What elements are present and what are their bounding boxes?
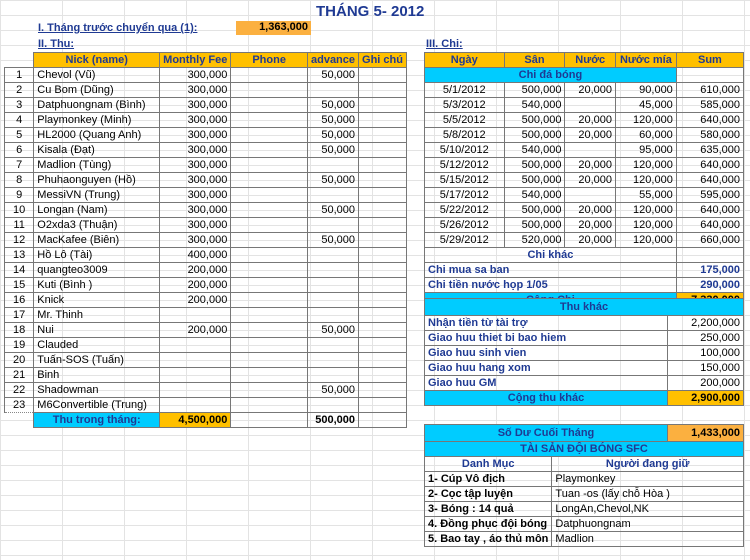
phone-cell[interactable] xyxy=(231,293,308,308)
fee-cell[interactable]: 400,000 xyxy=(160,248,231,263)
income-total-label: Thu trong tháng: xyxy=(34,413,160,428)
table-row xyxy=(5,293,407,308)
advance-cell[interactable]: 50,000 xyxy=(307,203,358,218)
other-income-header: Thu khác xyxy=(425,299,744,316)
field-cost-cell[interactable]: 500,000 xyxy=(504,158,565,173)
table-row xyxy=(425,472,744,487)
advance-cell[interactable]: 50,000 xyxy=(307,143,358,158)
asset-item: 4. Đồng phục đội bóng xyxy=(425,517,552,532)
note-cell[interactable] xyxy=(359,218,407,233)
row-number: 11 xyxy=(5,218,34,233)
table-row xyxy=(5,263,407,278)
section-football-expense: Chi đá bóng xyxy=(425,68,677,83)
table-row xyxy=(425,361,744,376)
carry-over-value[interactable]: 1,363,000 xyxy=(236,21,311,35)
phone-cell[interactable] xyxy=(231,368,308,383)
row-number: 18 xyxy=(5,323,34,338)
table-row xyxy=(5,188,407,203)
note-cell[interactable] xyxy=(359,383,407,398)
asset-item: 1- Cúp Vô địch xyxy=(425,472,552,487)
nick-cell[interactable]: Chevol (Vũ) xyxy=(34,68,160,83)
phone-cell[interactable] xyxy=(231,113,308,128)
cane-juice-cell[interactable]: 120,000 xyxy=(616,158,677,173)
fee-cell[interactable]: 300,000 xyxy=(160,83,231,98)
table-row xyxy=(5,113,407,128)
phone-cell[interactable] xyxy=(231,218,308,233)
asset-holder[interactable]: Madlion xyxy=(552,532,744,547)
table-row xyxy=(425,376,744,391)
phone-cell[interactable] xyxy=(231,398,308,413)
phone-cell[interactable] xyxy=(231,143,308,158)
note-cell[interactable] xyxy=(359,98,407,113)
row-number: 5 xyxy=(5,128,34,143)
table-row xyxy=(5,128,407,143)
carry-over-label: I. Tháng trước chuyển qua (1): xyxy=(38,22,198,34)
other-income-total-label: Cộng thu khác xyxy=(425,391,668,406)
date-cell[interactable]: 5/22/2012 xyxy=(425,203,505,218)
fee-cell[interactable]: 300,000 xyxy=(160,218,231,233)
asset-item: 3- Bóng : 14 quả xyxy=(425,502,552,517)
other-expense-value[interactable]: 175,000 xyxy=(676,263,743,278)
table-row xyxy=(5,398,407,413)
phone-cell[interactable] xyxy=(231,128,308,143)
nick-cell[interactable]: Hồ Lô (Tài) xyxy=(34,248,160,263)
advance-cell[interactable] xyxy=(307,83,358,98)
note-cell[interactable] xyxy=(359,188,407,203)
water-cost-cell[interactable]: 20,000 xyxy=(565,218,616,233)
phone-cell[interactable] xyxy=(231,308,308,323)
advance-cell[interactable]: 50,000 xyxy=(307,323,358,338)
balance-value[interactable]: 1,433,000 xyxy=(668,425,744,442)
row-number: 23 xyxy=(5,398,34,413)
row-number: 4 xyxy=(5,113,34,128)
col-nick: Nick (name) xyxy=(34,53,160,68)
nick-cell[interactable]: Cu Bom (Dũng) xyxy=(34,83,160,98)
table-row xyxy=(5,323,407,338)
row-number: 2 xyxy=(5,83,34,98)
note-cell[interactable] xyxy=(359,233,407,248)
fee-cell[interactable] xyxy=(160,398,231,413)
note-cell[interactable] xyxy=(359,308,407,323)
income-label: II. Thu: xyxy=(38,38,75,50)
other-income-value[interactable]: 200,000 xyxy=(668,376,744,391)
other-income-value[interactable]: 150,000 xyxy=(668,361,744,376)
table-row xyxy=(425,188,744,203)
note-cell[interactable] xyxy=(359,293,407,308)
phone-cell[interactable] xyxy=(231,173,308,188)
sum-cell[interactable]: 640,000 xyxy=(676,173,743,188)
col-advance: advance xyxy=(307,53,358,68)
assets-title: TÀI SẢN ĐỘI BÓNG SFC xyxy=(425,442,744,457)
date-cell[interactable]: 5/26/2012 xyxy=(425,218,505,233)
table-row xyxy=(425,517,744,532)
water-cost-cell[interactable]: 20,000 xyxy=(565,158,616,173)
note-cell[interactable] xyxy=(359,263,407,278)
row-number: 1 xyxy=(5,68,34,83)
cane-juice-cell[interactable]: 120,000 xyxy=(616,173,677,188)
other-income-label: Giao huu sinh vien xyxy=(425,346,668,361)
asset-item: 2- Cọc tập luyện xyxy=(425,487,552,502)
date-cell[interactable]: 5/8/2012 xyxy=(425,128,505,143)
advance-cell[interactable]: 50,000 xyxy=(307,98,358,113)
fee-cell[interactable]: 300,000 xyxy=(160,113,231,128)
other-expense-value[interactable]: 290,000 xyxy=(676,278,743,293)
advance-cell[interactable] xyxy=(307,293,358,308)
water-cost-cell[interactable] xyxy=(565,98,616,113)
advance-cell[interactable] xyxy=(307,263,358,278)
expense-label: III. Chi: xyxy=(426,38,463,50)
advance-cell[interactable]: 50,000 xyxy=(307,173,358,188)
phone-cell[interactable] xyxy=(231,278,308,293)
date-cell[interactable]: 5/10/2012 xyxy=(425,143,505,158)
cane-juice-cell[interactable]: 120,000 xyxy=(616,233,677,248)
col-water: Nước xyxy=(565,53,616,68)
nick-cell[interactable]: O2xda3 (Thuận) xyxy=(34,218,160,233)
table-row xyxy=(5,143,407,158)
table-row xyxy=(5,203,407,218)
income-table xyxy=(4,52,407,428)
water-cost-cell[interactable] xyxy=(565,188,616,203)
date-cell[interactable]: 5/5/2012 xyxy=(425,113,505,128)
other-income-total[interactable]: 2,900,000 xyxy=(668,391,744,406)
row-number: 12 xyxy=(5,233,34,248)
note-cell[interactable] xyxy=(359,158,407,173)
nick-cell[interactable]: Mr. Thinh xyxy=(34,308,160,323)
note-cell[interactable] xyxy=(359,398,407,413)
table-row xyxy=(425,487,744,502)
col-date: Ngày xyxy=(425,53,505,68)
water-cost-cell[interactable]: 20,000 xyxy=(565,128,616,143)
table-row xyxy=(425,173,744,188)
fee-cell[interactable] xyxy=(160,368,231,383)
sheet-title: THÁNG 5- 2012 xyxy=(316,3,425,20)
water-cost-cell[interactable]: 20,000 xyxy=(565,83,616,98)
fee-cell[interactable]: 200,000 xyxy=(160,323,231,338)
field-cost-cell[interactable]: 540,000 xyxy=(504,188,565,203)
other-income-label: Giao huu thiet bi bao hiem xyxy=(425,331,668,346)
row-number: 19 xyxy=(5,338,34,353)
nick-cell[interactable]: Phuhaonguyen (Hồ) xyxy=(34,173,160,188)
sum-cell[interactable]: 640,000 xyxy=(676,218,743,233)
table-row xyxy=(5,308,407,323)
nick-cell[interactable]: MacKafee (Biên) xyxy=(34,233,160,248)
fee-cell[interactable]: 200,000 xyxy=(160,293,231,308)
fee-cell[interactable]: 300,000 xyxy=(160,173,231,188)
nick-cell[interactable]: Shadowman xyxy=(34,383,160,398)
nick-cell[interactable]: Datphuongnam (Bình) xyxy=(34,98,160,113)
date-cell[interactable]: 5/15/2012 xyxy=(425,173,505,188)
fee-cell[interactable]: 300,000 xyxy=(160,98,231,113)
advance-cell[interactable] xyxy=(307,218,358,233)
cane-juice-cell[interactable]: 55,000 xyxy=(616,188,677,203)
water-cost-cell[interactable]: 20,000 xyxy=(565,113,616,128)
water-cost-cell[interactable]: 20,000 xyxy=(565,173,616,188)
note-cell[interactable] xyxy=(359,173,407,188)
row-number: 6 xyxy=(5,143,34,158)
col-cane-juice: Nước mía xyxy=(616,53,677,68)
phone-cell[interactable] xyxy=(231,233,308,248)
nick-cell[interactable]: Madlion (Tùng) xyxy=(34,158,160,173)
asset-item: 5. Bao tay , áo thủ môn xyxy=(425,532,552,547)
col-phone: Phone xyxy=(231,53,308,68)
table-row xyxy=(5,278,407,293)
advance-cell[interactable] xyxy=(307,353,358,368)
fee-cell[interactable]: 300,000 xyxy=(160,128,231,143)
table-row xyxy=(5,248,407,263)
sum-cell[interactable]: 640,000 xyxy=(676,113,743,128)
col-field: Sân xyxy=(504,53,565,68)
note-cell[interactable] xyxy=(359,278,407,293)
field-cost-cell[interactable]: 540,000 xyxy=(504,143,565,158)
advance-cell[interactable] xyxy=(307,158,358,173)
date-cell[interactable]: 5/12/2012 xyxy=(425,158,505,173)
sum-cell[interactable]: 660,000 xyxy=(676,233,743,248)
note-cell[interactable] xyxy=(359,68,407,83)
table-row xyxy=(5,173,407,188)
water-cost-cell[interactable]: 20,000 xyxy=(565,233,616,248)
sum-cell[interactable]: 640,000 xyxy=(676,158,743,173)
sum-cell[interactable]: 635,000 xyxy=(676,143,743,158)
field-cost-cell[interactable]: 500,000 xyxy=(504,113,565,128)
expense-table xyxy=(424,52,744,308)
note-cell[interactable] xyxy=(359,323,407,338)
date-cell[interactable]: 5/1/2012 xyxy=(425,83,505,98)
other-income-value[interactable]: 2,200,000 xyxy=(668,316,744,331)
note-cell[interactable] xyxy=(359,128,407,143)
row-number: 7 xyxy=(5,158,34,173)
row-number: 20 xyxy=(5,353,34,368)
advance-cell[interactable] xyxy=(307,308,358,323)
nick-cell[interactable]: Playmonkey (Minh) xyxy=(34,113,160,128)
col-sum: Sum xyxy=(676,53,743,68)
table-row xyxy=(425,128,744,143)
section-other-expense: Chi khác xyxy=(425,248,677,263)
note-cell[interactable] xyxy=(359,113,407,128)
advance-cell[interactable]: 50,000 xyxy=(307,68,358,83)
water-cost-cell[interactable]: 20,000 xyxy=(565,203,616,218)
table-row xyxy=(5,218,407,233)
table-row xyxy=(425,218,744,233)
fee-cell[interactable] xyxy=(160,383,231,398)
sum-cell[interactable]: 610,000 xyxy=(676,83,743,98)
table-row xyxy=(425,143,744,158)
sum-cell[interactable]: 595,000 xyxy=(676,188,743,203)
note-cell[interactable] xyxy=(359,338,407,353)
phone-cell[interactable] xyxy=(231,188,308,203)
advance-cell[interactable] xyxy=(307,248,358,263)
row-number: 3 xyxy=(5,98,34,113)
nick-cell[interactable]: Knick xyxy=(34,293,160,308)
assets-table xyxy=(424,441,744,547)
water-cost-cell[interactable] xyxy=(565,143,616,158)
assets-col-holder: Người đang giữ xyxy=(552,457,744,472)
asset-holder[interactable]: Datphuongnam xyxy=(552,517,744,532)
advance-cell[interactable] xyxy=(307,188,358,203)
field-cost-cell[interactable]: 520,000 xyxy=(504,233,565,248)
advance-cell[interactable]: 50,000 xyxy=(307,113,358,128)
table-row xyxy=(425,346,744,361)
nick-cell[interactable]: M6Convertible (Trung) xyxy=(34,398,160,413)
table-row xyxy=(425,502,744,517)
advance-cell[interactable] xyxy=(307,398,358,413)
note-cell[interactable] xyxy=(359,353,407,368)
phone-cell[interactable] xyxy=(231,158,308,173)
assets-col-item: Danh Mục xyxy=(425,457,552,472)
row-number: 8 xyxy=(5,173,34,188)
asset-holder[interactable]: Tuan -os (lấy chỗ Hòa ) xyxy=(552,487,744,502)
sum-cell[interactable]: 580,000 xyxy=(676,128,743,143)
field-cost-cell[interactable]: 500,000 xyxy=(504,203,565,218)
table-row xyxy=(5,98,407,113)
table-row xyxy=(5,158,407,173)
fee-cell[interactable]: 200,000 xyxy=(160,263,231,278)
field-cost-cell[interactable]: 500,000 xyxy=(504,218,565,233)
nick-cell[interactable]: Nui xyxy=(34,323,160,338)
table-row xyxy=(5,68,407,83)
cane-juice-cell[interactable]: 120,000 xyxy=(616,203,677,218)
phone-cell[interactable] xyxy=(231,353,308,368)
row-number: 21 xyxy=(5,368,34,383)
cane-juice-cell[interactable]: 45,000 xyxy=(616,98,677,113)
fee-cell[interactable] xyxy=(160,308,231,323)
cane-juice-cell[interactable]: 120,000 xyxy=(616,113,677,128)
phone-cell[interactable] xyxy=(231,383,308,398)
nick-cell[interactable]: HL2000 (Quang Anh) xyxy=(34,128,160,143)
advance-cell[interactable] xyxy=(307,368,358,383)
advance-cell[interactable]: 50,000 xyxy=(307,128,358,143)
table-row xyxy=(425,233,744,248)
field-cost-cell[interactable]: 500,000 xyxy=(504,128,565,143)
phone-cell[interactable] xyxy=(231,83,308,98)
nick-cell[interactable]: Kuti (Bình ) xyxy=(34,278,160,293)
note-cell[interactable] xyxy=(359,203,407,218)
income-total-advance[interactable]: 500,000 xyxy=(307,413,358,428)
field-cost-cell[interactable]: 540,000 xyxy=(504,98,565,113)
table-row xyxy=(425,532,744,547)
fee-cell[interactable]: 200,000 xyxy=(160,278,231,293)
row-number: 14 xyxy=(5,263,34,278)
phone-cell[interactable] xyxy=(231,323,308,338)
table-row xyxy=(5,368,407,383)
other-income-value[interactable]: 100,000 xyxy=(668,346,744,361)
row-number: 10 xyxy=(5,203,34,218)
fee-cell[interactable]: 300,000 xyxy=(160,143,231,158)
sum-cell[interactable]: 640,000 xyxy=(676,203,743,218)
field-cost-cell[interactable]: 500,000 xyxy=(504,83,565,98)
nick-cell[interactable]: Binh xyxy=(34,368,160,383)
asset-holder[interactable]: Playmonkey xyxy=(552,472,744,487)
income-total-fee[interactable]: 4,500,000 xyxy=(160,413,231,428)
table-row xyxy=(425,83,744,98)
table-row xyxy=(5,383,407,398)
phone-cell[interactable] xyxy=(231,98,308,113)
date-cell[interactable]: 5/3/2012 xyxy=(425,98,505,113)
table-row xyxy=(5,353,407,368)
col-fee: Monthly Fee xyxy=(160,53,231,68)
other-income-label: Nhận tiền từ tài trợ xyxy=(425,316,668,331)
table-row xyxy=(5,233,407,248)
table-row xyxy=(425,316,744,331)
cane-juice-cell[interactable]: 95,000 xyxy=(616,143,677,158)
note-cell[interactable] xyxy=(359,83,407,98)
advance-cell[interactable]: 50,000 xyxy=(307,383,358,398)
fee-cell[interactable] xyxy=(160,353,231,368)
table-row xyxy=(5,338,407,353)
advance-cell[interactable] xyxy=(307,338,358,353)
row-number: 9 xyxy=(5,188,34,203)
fee-cell[interactable] xyxy=(160,338,231,353)
table-row xyxy=(425,98,744,113)
nick-cell[interactable]: Tuấn-SOS (Tuấn) xyxy=(34,353,160,368)
date-cell[interactable]: 5/17/2012 xyxy=(425,188,505,203)
other-income-label: Giao huu GM xyxy=(425,376,668,391)
nick-cell[interactable]: MessiVN (Trung) xyxy=(34,188,160,203)
table-row xyxy=(425,331,744,346)
table-row xyxy=(425,113,744,128)
other-income-label: Giao huu hang xom xyxy=(425,361,668,376)
fee-cell[interactable]: 300,000 xyxy=(160,188,231,203)
table-row xyxy=(5,83,407,98)
row-number: 22 xyxy=(5,383,34,398)
asset-holder[interactable]: LongAn,Chevol,NK xyxy=(552,502,744,517)
table-row xyxy=(425,158,744,173)
note-cell[interactable] xyxy=(359,368,407,383)
advance-cell[interactable]: 50,000 xyxy=(307,233,358,248)
other-expense-label: Chi tiền nước họp 1/05 xyxy=(425,278,677,293)
date-cell[interactable]: 5/29/2012 xyxy=(425,233,505,248)
other-expense-label: Chi mua sa ban xyxy=(425,263,677,278)
advance-cell[interactable] xyxy=(307,278,358,293)
col-note: Ghi chú xyxy=(359,53,407,68)
nick-cell[interactable]: Clauded xyxy=(34,338,160,353)
phone-cell[interactable] xyxy=(231,203,308,218)
fee-cell[interactable]: 300,000 xyxy=(160,68,231,83)
sum-cell[interactable]: 585,000 xyxy=(676,98,743,113)
phone-cell[interactable] xyxy=(231,248,308,263)
field-cost-cell[interactable]: 500,000 xyxy=(504,173,565,188)
cane-juice-cell[interactable]: 60,000 xyxy=(616,128,677,143)
nick-cell[interactable]: Kisala (Đạt) xyxy=(34,143,160,158)
cane-juice-cell[interactable]: 90,000 xyxy=(616,83,677,98)
nick-cell[interactable]: Longan (Nam) xyxy=(34,203,160,218)
phone-cell[interactable] xyxy=(231,338,308,353)
other-income-value[interactable]: 250,000 xyxy=(668,331,744,346)
note-cell[interactable] xyxy=(359,143,407,158)
fee-cell[interactable]: 300,000 xyxy=(160,203,231,218)
nick-cell[interactable]: quangteo3009 xyxy=(34,263,160,278)
row-number: 17 xyxy=(5,308,34,323)
row-number: 15 xyxy=(5,278,34,293)
fee-cell[interactable]: 300,000 xyxy=(160,233,231,248)
phone-cell[interactable] xyxy=(231,68,308,83)
row-number: 16 xyxy=(5,293,34,308)
other-income-table xyxy=(424,298,744,406)
phone-cell[interactable] xyxy=(231,263,308,278)
note-cell[interactable] xyxy=(359,248,407,263)
cane-juice-cell[interactable]: 120,000 xyxy=(616,218,677,233)
table-row xyxy=(425,203,744,218)
fee-cell[interactable]: 300,000 xyxy=(160,158,231,173)
row-number: 13 xyxy=(5,248,34,263)
balance-label: Số Dư Cuối Tháng xyxy=(425,425,668,442)
balance-table xyxy=(424,424,744,442)
